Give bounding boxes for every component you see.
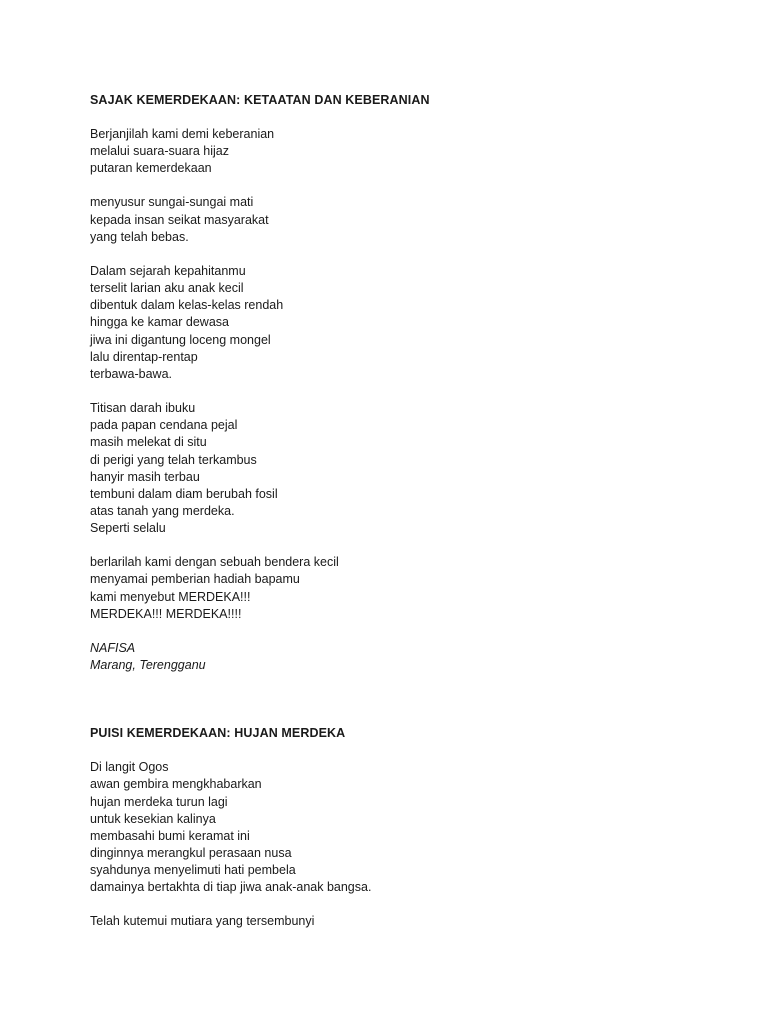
poem-line: untuk kesekian kalinya bbox=[90, 811, 216, 826]
poem-line: pada papan cendana pejal bbox=[90, 418, 238, 433]
poem-1-stanza-4 bbox=[90, 400, 730, 537]
poem-line: terselit larian aku anak kecil bbox=[90, 281, 244, 296]
poem-line: atas tanah yang merdeka. bbox=[90, 503, 235, 518]
poem-line: terbawa-bawa. bbox=[90, 366, 172, 381]
poem-2-stanza-1 bbox=[90, 759, 730, 896]
poem-line: di perigi yang telah terkambus bbox=[90, 452, 257, 467]
poem-line: melalui suara-suara hijaz bbox=[90, 144, 229, 159]
poem-2-stanza-2 bbox=[90, 913, 730, 930]
poem-2 bbox=[90, 725, 730, 930]
poem-line: dibentuk dalam kelas-kelas rendah bbox=[90, 298, 284, 313]
poem-line: hanyir masih terbau bbox=[90, 469, 200, 484]
poem-line: lalu direntap-rentap bbox=[90, 349, 198, 364]
poem-line: damainya bertakhta di tiap jiwa anak-anak bangsa. bbox=[90, 880, 372, 895]
poem-line: syahdunya menyelimuti hati pembela bbox=[90, 863, 296, 878]
poem-line: Di langit Ogos bbox=[90, 760, 169, 775]
poem-line: menyamai pemberian hadiah bapamu bbox=[90, 572, 300, 587]
poem-line: membasahi bumi keramat ini bbox=[90, 828, 250, 843]
poem-line: yang telah bebas. bbox=[90, 229, 189, 244]
poem-1-stanza-5 bbox=[90, 554, 730, 623]
poem-line: MERDEKA!!! MERDEKA!!!! bbox=[90, 606, 242, 621]
poem-1-stanza-3 bbox=[90, 263, 730, 383]
document-page bbox=[90, 92, 730, 931]
poem-2-title: PUISI KEMERDEKAAN: HUJAN MERDEKA bbox=[90, 726, 346, 741]
poem-line: Berjanjilah kami demi keberanian bbox=[90, 127, 275, 141]
poem-line: dinginnya merangkul perasaan nusa bbox=[90, 846, 292, 860]
poem-line: putaran kemerdekaan bbox=[90, 161, 212, 176]
poem-1 bbox=[90, 92, 730, 674]
poem-line: tembuni dalam diam berubah fosil bbox=[90, 486, 278, 501]
poem-line: berlarilah kami dengan sebuah bendera kecil bbox=[90, 555, 339, 570]
poem-line: kami menyebut MERDEKA!!! bbox=[90, 589, 251, 604]
poem-line: Dalam sejarah kepahitanmu bbox=[90, 263, 246, 278]
poem-line: hingga ke kamar dewasa bbox=[90, 315, 229, 330]
poem-line: hujan merdeka turun lagi bbox=[90, 794, 228, 809]
poem-location: Marang, Terengganu bbox=[90, 658, 206, 673]
poem-1-stanza-1 bbox=[90, 126, 730, 177]
poem-line: Titisan darah ibuku bbox=[90, 401, 196, 416]
poem-1-signature bbox=[90, 640, 730, 674]
poem-line: Telah kutemui mutiara yang tersembunyi bbox=[90, 914, 315, 929]
poem-line: kepada insan seikat masyarakat bbox=[90, 212, 269, 227]
poem-1-stanza-2 bbox=[90, 194, 730, 245]
poem-line: masih melekat di situ bbox=[90, 435, 207, 450]
poem-author: NAFISA bbox=[90, 640, 136, 655]
poem-line: jiwa ini digantung loceng mongel bbox=[90, 332, 271, 347]
poem-line: Seperti selalu bbox=[90, 521, 166, 536]
poem-1-title: SAJAK KEMERDEKAAN: KETAATAN DAN KEBERANIAN bbox=[90, 93, 430, 107]
poem-line: awan gembira mengkhabarkan bbox=[90, 777, 262, 792]
poem-line: menyusur sungai-sungai mati bbox=[90, 195, 254, 210]
